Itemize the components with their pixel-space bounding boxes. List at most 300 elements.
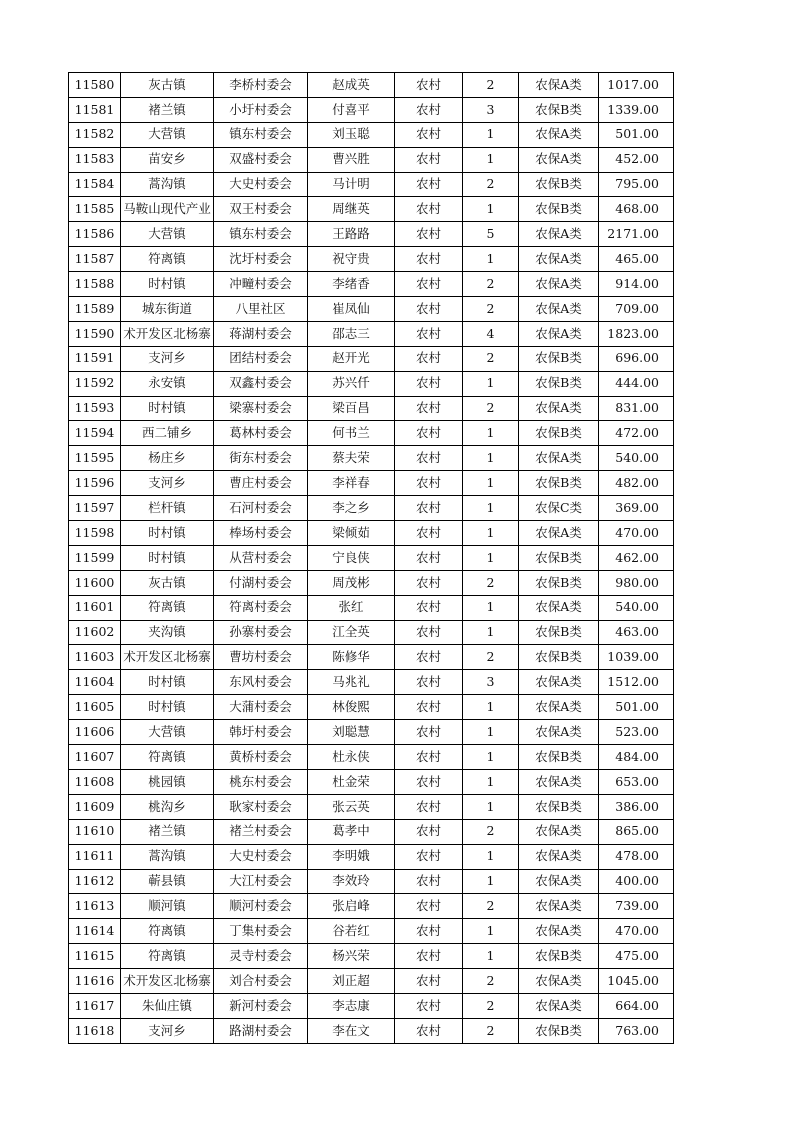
cell-village-committee: 耿家村委会 bbox=[214, 794, 308, 819]
cell-township: 桃沟乡 bbox=[121, 794, 214, 819]
cell-serial-number: 11617 bbox=[69, 993, 121, 1018]
cell-amount: 484.00 bbox=[599, 745, 674, 770]
cell-village-committee: 孙寨村委会 bbox=[214, 620, 308, 645]
table-row bbox=[69, 570, 674, 595]
cell-township: 褚兰镇 bbox=[121, 97, 214, 122]
cell-township: 西二铺乡 bbox=[121, 421, 214, 446]
cell-person-name: 李明娥 bbox=[308, 844, 395, 869]
cell-insurance-category: 农保B类 bbox=[519, 745, 599, 770]
cell-insurance-category: 农保A类 bbox=[519, 247, 599, 272]
table-row bbox=[69, 297, 674, 322]
cell-insurance-category: 农保B类 bbox=[519, 197, 599, 222]
cell-village-committee: 顺河村委会 bbox=[214, 894, 308, 919]
cell-residence-type: 农村 bbox=[395, 620, 463, 645]
cell-amount: 795.00 bbox=[599, 172, 674, 197]
cell-village-committee: 褚兰村委会 bbox=[214, 819, 308, 844]
cell-insurance-category: 农保A类 bbox=[519, 222, 599, 247]
cell-residence-type: 农村 bbox=[395, 745, 463, 770]
cell-insurance-category: 农保A类 bbox=[519, 297, 599, 322]
cell-household-count: 1 bbox=[463, 147, 519, 172]
cell-residence-type: 农村 bbox=[395, 521, 463, 546]
cell-amount: 914.00 bbox=[599, 272, 674, 297]
cell-village-committee: 符离村委会 bbox=[214, 595, 308, 620]
cell-household-count: 2 bbox=[463, 894, 519, 919]
cell-amount: 696.00 bbox=[599, 346, 674, 371]
cell-serial-number: 11612 bbox=[69, 869, 121, 894]
table-row bbox=[69, 794, 674, 819]
cell-residence-type: 农村 bbox=[395, 297, 463, 322]
cell-serial-number: 11602 bbox=[69, 620, 121, 645]
cell-person-name: 陈修华 bbox=[308, 645, 395, 670]
cell-person-name: 李之乡 bbox=[308, 496, 395, 521]
cell-insurance-category: 农保B类 bbox=[519, 371, 599, 396]
cell-township: 术开发区北杨寨 bbox=[121, 969, 214, 994]
cell-amount: 472.00 bbox=[599, 421, 674, 446]
cell-village-committee: 团结村委会 bbox=[214, 346, 308, 371]
cell-township: 马鞍山现代产业 bbox=[121, 197, 214, 222]
cell-township: 符离镇 bbox=[121, 919, 214, 944]
cell-residence-type: 农村 bbox=[395, 993, 463, 1018]
cell-insurance-category: 农保A类 bbox=[519, 670, 599, 695]
cell-village-committee: 曹坊村委会 bbox=[214, 645, 308, 670]
table-row bbox=[69, 670, 674, 695]
cell-serial-number: 11588 bbox=[69, 272, 121, 297]
cell-household-count: 2 bbox=[463, 1018, 519, 1043]
cell-person-name: 曹兴胜 bbox=[308, 147, 395, 172]
cell-village-committee: 梁寨村委会 bbox=[214, 396, 308, 421]
cell-residence-type: 农村 bbox=[395, 819, 463, 844]
cell-residence-type: 农村 bbox=[395, 919, 463, 944]
cell-residence-type: 农村 bbox=[395, 346, 463, 371]
cell-insurance-category: 农保B类 bbox=[519, 794, 599, 819]
cell-township: 时村镇 bbox=[121, 272, 214, 297]
table-row bbox=[69, 969, 674, 994]
cell-person-name: 江全英 bbox=[308, 620, 395, 645]
cell-village-committee: 双盛村委会 bbox=[214, 147, 308, 172]
cell-serial-number: 11616 bbox=[69, 969, 121, 994]
cell-household-count: 1 bbox=[463, 521, 519, 546]
cell-residence-type: 农村 bbox=[395, 769, 463, 794]
cell-serial-number: 11598 bbox=[69, 521, 121, 546]
cell-residence-type: 农村 bbox=[395, 97, 463, 122]
cell-township: 蕲县镇 bbox=[121, 869, 214, 894]
cell-village-committee: 冲疃村委会 bbox=[214, 272, 308, 297]
cell-insurance-category: 农保B类 bbox=[519, 645, 599, 670]
cell-insurance-category: 农保A类 bbox=[519, 819, 599, 844]
cell-serial-number: 11600 bbox=[69, 570, 121, 595]
cell-residence-type: 农村 bbox=[395, 595, 463, 620]
cell-serial-number: 11599 bbox=[69, 545, 121, 570]
cell-person-name: 张云英 bbox=[308, 794, 395, 819]
cell-serial-number: 11611 bbox=[69, 844, 121, 869]
cell-person-name: 苏兴仟 bbox=[308, 371, 395, 396]
table-row bbox=[69, 521, 674, 546]
cell-insurance-category: 农保A类 bbox=[519, 272, 599, 297]
cell-serial-number: 11587 bbox=[69, 247, 121, 272]
cell-serial-number: 11597 bbox=[69, 496, 121, 521]
cell-village-committee: 刘合村委会 bbox=[214, 969, 308, 994]
cell-serial-number: 11585 bbox=[69, 197, 121, 222]
cell-household-count: 1 bbox=[463, 620, 519, 645]
cell-village-committee: 双王村委会 bbox=[214, 197, 308, 222]
cell-person-name: 杜金荣 bbox=[308, 769, 395, 794]
cell-village-committee: 从营村委会 bbox=[214, 545, 308, 570]
table-row bbox=[69, 595, 674, 620]
cell-household-count: 1 bbox=[463, 919, 519, 944]
cell-person-name: 王路路 bbox=[308, 222, 395, 247]
cell-residence-type: 农村 bbox=[395, 122, 463, 147]
cell-amount: 462.00 bbox=[599, 545, 674, 570]
cell-serial-number: 11603 bbox=[69, 645, 121, 670]
cell-household-count: 1 bbox=[463, 794, 519, 819]
cell-residence-type: 农村 bbox=[395, 321, 463, 346]
cell-serial-number: 11590 bbox=[69, 321, 121, 346]
table-row bbox=[69, 471, 674, 496]
cell-person-name: 葛孝中 bbox=[308, 819, 395, 844]
cell-village-committee: 双鑫村委会 bbox=[214, 371, 308, 396]
cell-serial-number: 11593 bbox=[69, 396, 121, 421]
table-row bbox=[69, 944, 674, 969]
cell-person-name: 梁倾茹 bbox=[308, 521, 395, 546]
cell-person-name: 宁良侠 bbox=[308, 545, 395, 570]
cell-person-name: 刘聪慧 bbox=[308, 720, 395, 745]
cell-insurance-category: 农保B类 bbox=[519, 570, 599, 595]
cell-insurance-category: 农保B类 bbox=[519, 97, 599, 122]
cell-township: 杨庄乡 bbox=[121, 446, 214, 471]
cell-village-committee: 路湖村委会 bbox=[214, 1018, 308, 1043]
cell-serial-number: 11580 bbox=[69, 73, 121, 98]
cell-person-name: 崔凤仙 bbox=[308, 297, 395, 322]
cell-serial-number: 11606 bbox=[69, 720, 121, 745]
cell-amount: 1045.00 bbox=[599, 969, 674, 994]
table-row bbox=[69, 446, 674, 471]
cell-township: 城东街道 bbox=[121, 297, 214, 322]
cell-household-count: 1 bbox=[463, 695, 519, 720]
cell-residence-type: 农村 bbox=[395, 371, 463, 396]
cell-amount: 386.00 bbox=[599, 794, 674, 819]
cell-township: 符离镇 bbox=[121, 745, 214, 770]
cell-amount: 739.00 bbox=[599, 894, 674, 919]
cell-village-committee: 大史村委会 bbox=[214, 844, 308, 869]
cell-household-count: 2 bbox=[463, 645, 519, 670]
cell-residence-type: 农村 bbox=[395, 794, 463, 819]
cell-person-name: 杨兴荣 bbox=[308, 944, 395, 969]
cell-amount: 540.00 bbox=[599, 595, 674, 620]
cell-serial-number: 11591 bbox=[69, 346, 121, 371]
cell-village-committee: 丁集村委会 bbox=[214, 919, 308, 944]
cell-residence-type: 农村 bbox=[395, 695, 463, 720]
cell-amount: 1017.00 bbox=[599, 73, 674, 98]
cell-household-count: 1 bbox=[463, 720, 519, 745]
cell-person-name: 付喜平 bbox=[308, 97, 395, 122]
cell-household-count: 1 bbox=[463, 869, 519, 894]
cell-amount: 1512.00 bbox=[599, 670, 674, 695]
cell-residence-type: 农村 bbox=[395, 969, 463, 994]
cell-serial-number: 11583 bbox=[69, 147, 121, 172]
table-row bbox=[69, 247, 674, 272]
cell-village-committee: 小圩村委会 bbox=[214, 97, 308, 122]
cell-household-count: 1 bbox=[463, 769, 519, 794]
cell-serial-number: 11615 bbox=[69, 944, 121, 969]
cell-village-committee: 镇东村委会 bbox=[214, 122, 308, 147]
cell-amount: 463.00 bbox=[599, 620, 674, 645]
cell-amount: 400.00 bbox=[599, 869, 674, 894]
cell-township: 永安镇 bbox=[121, 371, 214, 396]
cell-township: 蒿沟镇 bbox=[121, 172, 214, 197]
table-row bbox=[69, 720, 674, 745]
cell-insurance-category: 农保B类 bbox=[519, 172, 599, 197]
cell-household-count: 1 bbox=[463, 496, 519, 521]
cell-serial-number: 11618 bbox=[69, 1018, 121, 1043]
roster-body bbox=[69, 73, 674, 1044]
cell-township: 朱仙庄镇 bbox=[121, 993, 214, 1018]
table-row bbox=[69, 894, 674, 919]
cell-township: 大营镇 bbox=[121, 720, 214, 745]
cell-township: 符离镇 bbox=[121, 944, 214, 969]
cell-serial-number: 11613 bbox=[69, 894, 121, 919]
cell-village-committee: 沈圩村委会 bbox=[214, 247, 308, 272]
cell-village-committee: 李桥村委会 bbox=[214, 73, 308, 98]
table-row bbox=[69, 222, 674, 247]
cell-insurance-category: 农保A类 bbox=[519, 993, 599, 1018]
cell-amount: 501.00 bbox=[599, 695, 674, 720]
cell-serial-number: 11592 bbox=[69, 371, 121, 396]
cell-insurance-category: 农保B类 bbox=[519, 346, 599, 371]
cell-insurance-category: 农保A类 bbox=[519, 769, 599, 794]
cell-residence-type: 农村 bbox=[395, 944, 463, 969]
cell-insurance-category: 农保A类 bbox=[519, 122, 599, 147]
cell-township: 蒿沟镇 bbox=[121, 844, 214, 869]
cell-township: 栏杆镇 bbox=[121, 496, 214, 521]
cell-residence-type: 农村 bbox=[395, 844, 463, 869]
cell-insurance-category: 农保A类 bbox=[519, 720, 599, 745]
cell-insurance-category: 农保A类 bbox=[519, 446, 599, 471]
table-row bbox=[69, 993, 674, 1018]
cell-township: 时村镇 bbox=[121, 521, 214, 546]
cell-person-name: 谷若红 bbox=[308, 919, 395, 944]
cell-amount: 653.00 bbox=[599, 769, 674, 794]
cell-residence-type: 农村 bbox=[395, 272, 463, 297]
cell-village-committee: 棒场村委会 bbox=[214, 521, 308, 546]
cell-household-count: 2 bbox=[463, 172, 519, 197]
cell-amount: 980.00 bbox=[599, 570, 674, 595]
cell-village-committee: 石河村委会 bbox=[214, 496, 308, 521]
cell-person-name: 杜永侠 bbox=[308, 745, 395, 770]
cell-insurance-category: 农保A类 bbox=[519, 894, 599, 919]
cell-amount: 709.00 bbox=[599, 297, 674, 322]
table-row bbox=[69, 122, 674, 147]
cell-serial-number: 11605 bbox=[69, 695, 121, 720]
cell-household-count: 1 bbox=[463, 471, 519, 496]
cell-insurance-category: 农保A类 bbox=[519, 73, 599, 98]
cell-person-name: 周茂彬 bbox=[308, 570, 395, 595]
cell-residence-type: 农村 bbox=[395, 496, 463, 521]
cell-household-count: 2 bbox=[463, 396, 519, 421]
cell-residence-type: 农村 bbox=[395, 894, 463, 919]
cell-household-count: 2 bbox=[463, 969, 519, 994]
cell-township: 支河乡 bbox=[121, 1018, 214, 1043]
cell-township: 褚兰镇 bbox=[121, 819, 214, 844]
cell-household-count: 3 bbox=[463, 97, 519, 122]
cell-village-committee: 付湖村委会 bbox=[214, 570, 308, 595]
cell-household-count: 1 bbox=[463, 446, 519, 471]
cell-serial-number: 11596 bbox=[69, 471, 121, 496]
cell-amount: 540.00 bbox=[599, 446, 674, 471]
cell-amount: 465.00 bbox=[599, 247, 674, 272]
cell-amount: 369.00 bbox=[599, 496, 674, 521]
cell-residence-type: 农村 bbox=[395, 396, 463, 421]
benefit-roster-table bbox=[68, 72, 674, 1044]
cell-township: 符离镇 bbox=[121, 247, 214, 272]
cell-serial-number: 11582 bbox=[69, 122, 121, 147]
cell-village-committee: 街东村委会 bbox=[214, 446, 308, 471]
table-row bbox=[69, 819, 674, 844]
cell-township: 苗安乡 bbox=[121, 147, 214, 172]
cell-amount: 452.00 bbox=[599, 147, 674, 172]
cell-township: 大营镇 bbox=[121, 122, 214, 147]
cell-village-committee: 曹庄村委会 bbox=[214, 471, 308, 496]
cell-township: 夹沟镇 bbox=[121, 620, 214, 645]
cell-residence-type: 农村 bbox=[395, 720, 463, 745]
cell-amount: 482.00 bbox=[599, 471, 674, 496]
cell-household-count: 2 bbox=[463, 346, 519, 371]
table-row bbox=[69, 272, 674, 297]
cell-residence-type: 农村 bbox=[395, 197, 463, 222]
cell-township: 灰古镇 bbox=[121, 570, 214, 595]
cell-township: 术开发区北杨寨 bbox=[121, 645, 214, 670]
cell-amount: 475.00 bbox=[599, 944, 674, 969]
cell-village-committee: 桃东村委会 bbox=[214, 769, 308, 794]
cell-village-committee: 葛林村委会 bbox=[214, 421, 308, 446]
cell-insurance-category: 农保A类 bbox=[519, 695, 599, 720]
cell-township: 桃园镇 bbox=[121, 769, 214, 794]
cell-person-name: 祝守贵 bbox=[308, 247, 395, 272]
cell-insurance-category: 农保B类 bbox=[519, 944, 599, 969]
cell-township: 时村镇 bbox=[121, 396, 214, 421]
cell-residence-type: 农村 bbox=[395, 446, 463, 471]
cell-person-name: 张红 bbox=[308, 595, 395, 620]
cell-household-count: 1 bbox=[463, 745, 519, 770]
cell-person-name: 林俊熙 bbox=[308, 695, 395, 720]
cell-amount: 1339.00 bbox=[599, 97, 674, 122]
cell-amount: 865.00 bbox=[599, 819, 674, 844]
cell-residence-type: 农村 bbox=[395, 421, 463, 446]
cell-amount: 1039.00 bbox=[599, 645, 674, 670]
table-row bbox=[69, 421, 674, 446]
table-row bbox=[69, 919, 674, 944]
cell-insurance-category: 农保B类 bbox=[519, 421, 599, 446]
cell-household-count: 2 bbox=[463, 73, 519, 98]
cell-serial-number: 11601 bbox=[69, 595, 121, 620]
cell-person-name: 张启峰 bbox=[308, 894, 395, 919]
cell-household-count: 2 bbox=[463, 993, 519, 1018]
cell-serial-number: 11581 bbox=[69, 97, 121, 122]
cell-insurance-category: 农保A类 bbox=[519, 919, 599, 944]
table-row bbox=[69, 321, 674, 346]
cell-residence-type: 农村 bbox=[395, 247, 463, 272]
table-row bbox=[69, 97, 674, 122]
cell-insurance-category: 农保A类 bbox=[519, 844, 599, 869]
cell-household-count: 1 bbox=[463, 595, 519, 620]
cell-village-committee: 新河村委会 bbox=[214, 993, 308, 1018]
cell-amount: 831.00 bbox=[599, 396, 674, 421]
cell-serial-number: 11604 bbox=[69, 670, 121, 695]
cell-residence-type: 农村 bbox=[395, 172, 463, 197]
cell-serial-number: 11584 bbox=[69, 172, 121, 197]
cell-village-committee: 大史村委会 bbox=[214, 172, 308, 197]
cell-amount: 1823.00 bbox=[599, 321, 674, 346]
table-row bbox=[69, 769, 674, 794]
cell-person-name: 李志康 bbox=[308, 993, 395, 1018]
cell-person-name: 周继英 bbox=[308, 197, 395, 222]
cell-household-count: 2 bbox=[463, 570, 519, 595]
cell-insurance-category: 农保A类 bbox=[519, 147, 599, 172]
cell-township: 大营镇 bbox=[121, 222, 214, 247]
cell-amount: 444.00 bbox=[599, 371, 674, 396]
cell-person-name: 赵成英 bbox=[308, 73, 395, 98]
cell-household-count: 4 bbox=[463, 321, 519, 346]
cell-amount: 470.00 bbox=[599, 521, 674, 546]
cell-residence-type: 农村 bbox=[395, 645, 463, 670]
cell-household-count: 2 bbox=[463, 272, 519, 297]
cell-person-name: 邵志三 bbox=[308, 321, 395, 346]
table-row bbox=[69, 346, 674, 371]
cell-insurance-category: 农保B类 bbox=[519, 471, 599, 496]
table-row bbox=[69, 645, 674, 670]
cell-insurance-category: 农保A类 bbox=[519, 869, 599, 894]
table-row bbox=[69, 1018, 674, 1043]
cell-township: 时村镇 bbox=[121, 695, 214, 720]
cell-amount: 470.00 bbox=[599, 919, 674, 944]
cell-person-name: 李绪香 bbox=[308, 272, 395, 297]
table-row bbox=[69, 545, 674, 570]
cell-household-count: 1 bbox=[463, 371, 519, 396]
cell-household-count: 1 bbox=[463, 247, 519, 272]
cell-serial-number: 11586 bbox=[69, 222, 121, 247]
cell-residence-type: 农村 bbox=[395, 1018, 463, 1043]
cell-serial-number: 11614 bbox=[69, 919, 121, 944]
cell-person-name: 李祥春 bbox=[308, 471, 395, 496]
cell-village-committee: 大江村委会 bbox=[214, 869, 308, 894]
cell-village-committee: 八里社区 bbox=[214, 297, 308, 322]
cell-insurance-category: 农保A类 bbox=[519, 321, 599, 346]
cell-residence-type: 农村 bbox=[395, 147, 463, 172]
cell-serial-number: 11608 bbox=[69, 769, 121, 794]
cell-insurance-category: 农保B类 bbox=[519, 1018, 599, 1043]
cell-amount: 478.00 bbox=[599, 844, 674, 869]
cell-township: 符离镇 bbox=[121, 595, 214, 620]
cell-residence-type: 农村 bbox=[395, 869, 463, 894]
cell-household-count: 2 bbox=[463, 819, 519, 844]
cell-household-count: 2 bbox=[463, 297, 519, 322]
cell-household-count: 1 bbox=[463, 122, 519, 147]
cell-amount: 523.00 bbox=[599, 720, 674, 745]
table-row bbox=[69, 620, 674, 645]
cell-insurance-category: 农保A类 bbox=[519, 595, 599, 620]
cell-serial-number: 11610 bbox=[69, 819, 121, 844]
cell-village-committee: 镇东村委会 bbox=[214, 222, 308, 247]
cell-township: 顺河镇 bbox=[121, 894, 214, 919]
cell-serial-number: 11589 bbox=[69, 297, 121, 322]
cell-serial-number: 11609 bbox=[69, 794, 121, 819]
table-row bbox=[69, 396, 674, 421]
cell-residence-type: 农村 bbox=[395, 471, 463, 496]
cell-residence-type: 农村 bbox=[395, 545, 463, 570]
table-row bbox=[69, 197, 674, 222]
cell-serial-number: 11595 bbox=[69, 446, 121, 471]
cell-insurance-category: 农保A类 bbox=[519, 396, 599, 421]
table-row bbox=[69, 172, 674, 197]
